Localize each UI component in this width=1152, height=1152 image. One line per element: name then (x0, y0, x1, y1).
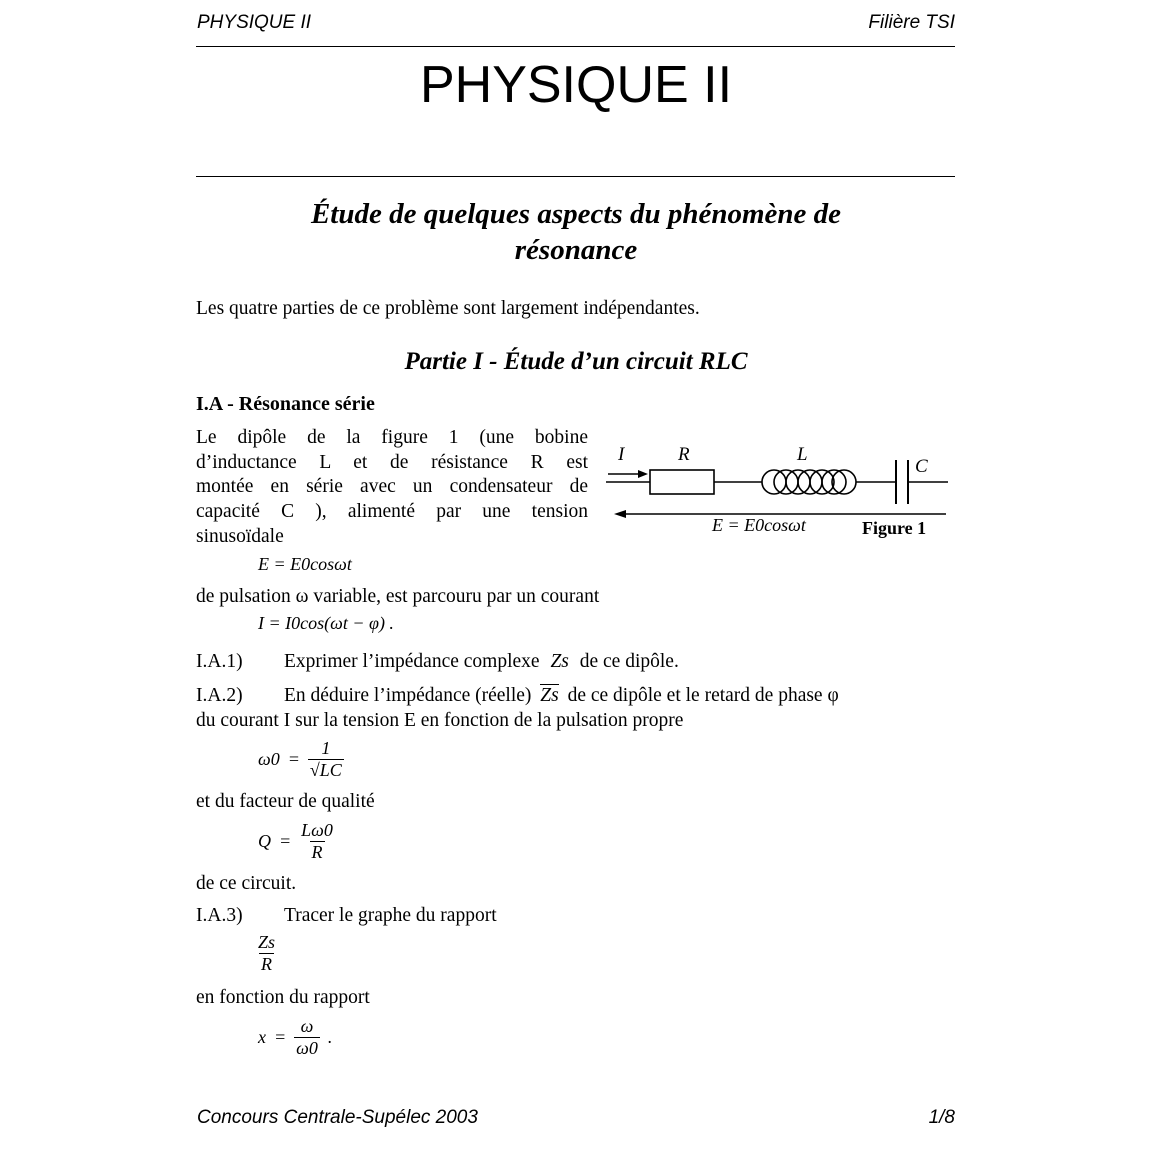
header-left: PHYSIQUE II (197, 12, 312, 33)
title-rule (196, 176, 955, 177)
q1-symbol: Zs (550, 651, 569, 672)
figure-label-R: R (678, 444, 690, 465)
figure-label-I: I (618, 444, 625, 465)
para1-line: sinusoïdale (196, 525, 284, 547)
figure-caption: Figure 1 (862, 518, 927, 538)
current-arrowhead (638, 470, 648, 478)
equation-I: I = I0cos(ωt − φ) . (258, 613, 394, 633)
Q-lhs: Q (258, 831, 271, 851)
equation-omega0 (258, 738, 344, 781)
omega0-lhs: ω0 (258, 749, 280, 769)
equation-Q (258, 820, 335, 863)
q2-text-a: En déduire l’impédance (réelle) (284, 685, 532, 706)
Q-denominator: R (311, 842, 323, 862)
figure-label-L: L (797, 444, 808, 465)
para5: en fonction du rapport (196, 987, 370, 1008)
para1-line: d’inductance L et de résistance R est (196, 451, 588, 473)
voltage-arrowhead (614, 510, 626, 518)
omega0-numerator: 1 (321, 738, 331, 758)
equation-x (258, 1016, 332, 1059)
equation-ratio (256, 932, 277, 975)
q1-text (284, 650, 679, 675)
para4: de ce circuit. (196, 873, 297, 894)
header-right: Filière TSI (868, 12, 955, 33)
q1-text-b: de ce dipôle. (579, 651, 679, 672)
x-numerator: ω (300, 1016, 314, 1036)
para1-line: montée en série avec un condensateur de (196, 476, 588, 498)
part-title: Partie I - Étude d’un circuit RLC (404, 348, 748, 375)
inductor (762, 470, 856, 494)
q2-line2: du courant I sur la tension E en fonction de la pulsation propre (196, 710, 684, 731)
q3-label: I.A.3) (196, 905, 243, 926)
ratio-denominator: R (261, 954, 272, 974)
equals-sign: = (279, 831, 292, 851)
q2-text (284, 684, 839, 709)
x-lhs: x (258, 1027, 266, 1047)
subject-title-line2: résonance (514, 234, 638, 266)
para2: de pulsation ω variable, est parcouru par un courant (196, 586, 600, 607)
equation-E: E = E0cosωt (258, 554, 352, 574)
x-denominator: ω0 (296, 1038, 318, 1058)
ratio-numerator: Zs (258, 932, 276, 952)
x-fraction (294, 1016, 320, 1059)
para1 (196, 426, 588, 550)
subject-title-line1: Étude de quelques aspects du phénomène de (310, 198, 842, 230)
footer-left: Concours Centrale-Supélec 2003 (197, 1107, 478, 1128)
ratio-fraction (256, 932, 277, 975)
equals-sign: = (274, 1027, 287, 1047)
para1-line: Le dipôle de la figure 1 (une bobine (196, 427, 588, 448)
period: . (327, 1027, 333, 1047)
intro-text: Les quatre parties de ce problème sont largement indépendantes. (196, 298, 700, 319)
resistor (650, 470, 714, 494)
q1-label: I.A.1) (196, 651, 243, 672)
para1-line: capacité C ), alimenté par une tension (196, 501, 588, 523)
footer-right: 1/8 (928, 1107, 955, 1128)
main-title: PHYSIQUE II (419, 56, 733, 114)
section-title: I.A - Résonance série (196, 393, 375, 415)
header-rule (196, 46, 955, 47)
q3-text: Tracer le graphe du rapport (284, 905, 497, 926)
subject-title (0, 196, 1152, 268)
Q-fraction (299, 820, 335, 863)
Q-numerator: Lω0 (301, 820, 333, 840)
q1-text-a: Exprimer l’impédance complexe (284, 651, 540, 672)
omega0-denominator: √LC (309, 760, 342, 780)
q2-symbol: Zs (540, 685, 559, 706)
q2-label: I.A.2) (196, 685, 243, 706)
figure-source-label: E = E0cosωt (712, 515, 806, 535)
equals-sign: = (287, 749, 300, 769)
figure-label-C: C (915, 456, 928, 477)
para3: et du facteur de qualité (196, 791, 375, 812)
q2-text-b: de ce dipôle et le retard de phase φ (567, 685, 839, 706)
omega0-fraction (308, 738, 344, 781)
